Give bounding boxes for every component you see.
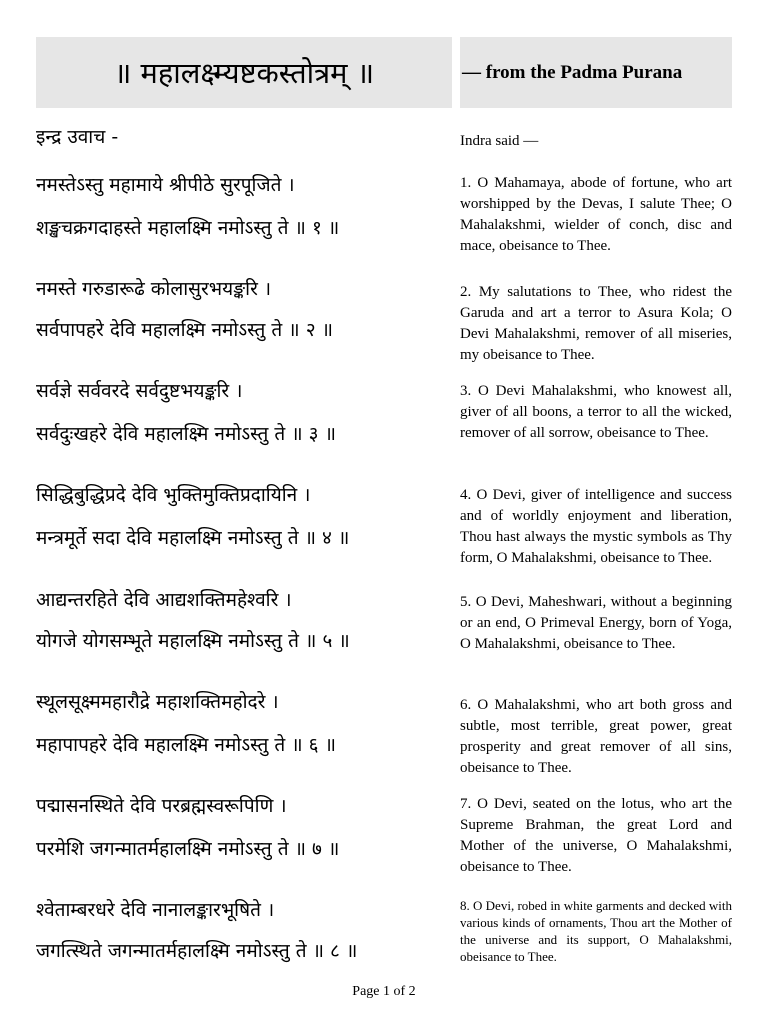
intro-sanskrit: इन्द्र उवाच -	[36, 126, 119, 148]
verse-6-line-2: महापापहरे देवि महालक्ष्मि नमोऽस्तु ते ॥ ६ ॥	[36, 734, 336, 756]
verse-5-line-1: आद्यन्तरहिते देवि आद्यशक्तिमहेश्वरि ।	[36, 589, 292, 611]
verse-3-line-2: सर्वदुःखहरे देवि महालक्ष्मि नमोऽस्तु ते ॥ ३ ॥	[36, 423, 336, 445]
verse-2-translation: 2. My salutations to Thee, who ridest the Garuda and art a terror to Asura Kola; O Devi Mahalakshmi, remover of all miseries, my obeisance to Thee.	[460, 284, 732, 363]
verse-1-line-1: नमस्तेऽस्तु महामाये श्रीपीठे सुरपूजिते ।	[36, 174, 295, 196]
verse-1-translation: 1. O Mahamaya, abode of fortune, who art worshipped by the Devas, I salute Thee; O Mahalakshmi, wielder of conch, disc and mace, obeisance to Thee.	[460, 175, 732, 254]
verse-1-line-2: शङ्खचक्रगदाहस्ते महालक्ष्मि नमोऽस्तु ते ॥ १ ॥	[36, 217, 340, 239]
page-number: Page 1 of 2	[352, 984, 416, 999]
verse-8-line-1: श्वेताम्बरधरे देवि नानालङ्कारभूषिते ।	[36, 899, 275, 921]
verse-4-line-2: मन्त्रमूर्ते सदा देवि महालक्ष्मि नमोऽस्तु ते ॥ ४ ॥	[36, 527, 350, 549]
verse-3-line-1: सर्वज्ञे सर्ववरदे सर्वदुष्टभयङ्करि ।	[36, 380, 243, 402]
verse-4-translation: 4. O Devi, giver of intelligence and success and of worldly enjoyment and liberation, Thou hast always the mystic symbols as Thy form, O Mahalakshmi, obeisance to Thee.	[460, 487, 732, 566]
verse-5-translation: 5. O Devi, Maheshwari, without a beginning or an end, O Primeval Energy, born of Yoga, O Mahalakshmi, obeisance to Thee.	[460, 594, 732, 652]
verse-8-translation: 8. O Devi, robed in white garments and decked with various kinds of ornaments, Thou art the Mother of the universe and its support, O Mahalakshmi, obeisance to Thee.	[460, 898, 732, 964]
verse-5-line-2: योगजे योगसम्भूते महालक्ष्मि नमोऽस्तु ते ॥ ५ ॥	[36, 630, 350, 652]
verse-6-translation: 6. O Mahalakshmi, who art both gross and subtle, most terrible, great power, great prosperity and great remover of all sins, obeisance to Thee.	[460, 697, 732, 776]
verse-7-translation: 7. O Devi, seated on the lotus, who art the Supreme Brahman, the great Lord and Mother of the universe, O Mahalakshmi, obeisance to Thee.	[460, 796, 732, 875]
page-title: ॥ महालक्ष्म्यष्टकस्तोत्रम् ॥	[113, 56, 375, 90]
verse-6-line-1: स्थूलसूक्ष्ममहारौद्रे महाशक्तिमहोदरे ।	[36, 691, 279, 713]
verse-8-line-2: जगत्स्थिते जगन्मातर्महालक्ष्मि नमोऽस्तु ते ॥ ८ ॥	[36, 940, 358, 962]
verse-3-translation: 3. O Devi Mahalakshmi, who knowest all, giver of all boons, a terror to all the wicked, remover of all sorrow, obeisance to Thee.	[460, 383, 732, 441]
verse-7-line-2: परमेशि जगन्मातर्महालक्ष्मि नमोऽस्तु ते ॥ ७ ॥	[36, 838, 340, 860]
verse-2-line-2: सर्वपापहरे देवि महालक्ष्मि नमोऽस्तु ते ॥ २ ॥	[36, 319, 334, 341]
verse-7-line-1: पद्मासनस्थिते देवि परब्रह्मस्वरूपिणि ।	[36, 795, 287, 817]
verse-2-line-1: नमस्ते गरुडारूढे कोलासुरभयङ्करि ।	[36, 278, 272, 300]
intro-english: Indra said —	[460, 133, 539, 149]
verse-4-line-1: सिद्धिबुद्धिप्रदे देवि भुक्तिमुक्तिप्रदायिनि ।	[36, 484, 311, 506]
title-banner	[36, 37, 452, 108]
source-banner	[460, 37, 732, 108]
source-attribution: — from the Padma Purana	[462, 61, 683, 83]
